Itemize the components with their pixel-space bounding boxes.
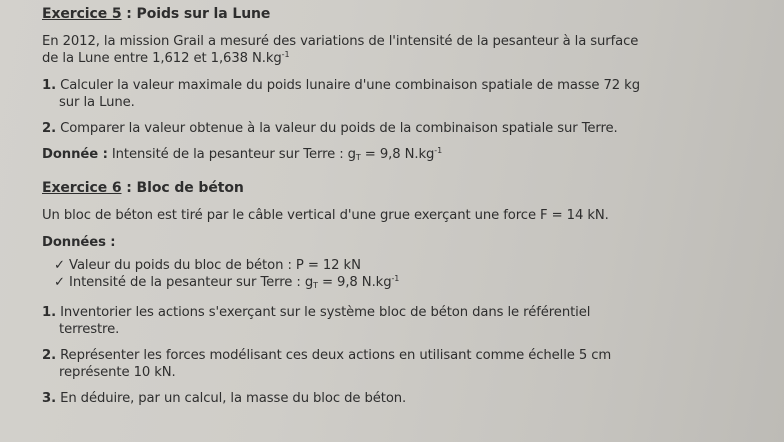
exercise-5-question-2-line bbox=[42, 120, 754, 137]
donnee-label: Donnée : bbox=[42, 147, 108, 162]
exercise-6-data-list bbox=[42, 257, 754, 294]
exercise-5-title bbox=[42, 6, 754, 23]
donnee-value: = 9,8 N.kg bbox=[360, 147, 435, 162]
exercise-5-question-1 bbox=[42, 77, 754, 111]
exercise-6-question-1-line-1 bbox=[42, 304, 754, 321]
exercise-5-question-1-line-1 bbox=[42, 77, 754, 94]
exercise-6-question-2-line-1 bbox=[42, 347, 754, 364]
exercise-5-intro-line-2 bbox=[42, 50, 754, 67]
data-item-subscript: T bbox=[313, 281, 318, 290]
donnee-subscript: T bbox=[355, 153, 361, 162]
exercise-6-question-1-line-2: terrestre. bbox=[59, 322, 120, 337]
exercise-6-question-1 bbox=[42, 304, 754, 338]
question-number: 1. bbox=[42, 78, 56, 93]
unit-exponent: -1 bbox=[434, 146, 443, 155]
question-number: 1. bbox=[42, 305, 56, 320]
question-text: En déduire, par un calcul, la masse du bloc de béton. bbox=[56, 391, 407, 406]
exercise-5-question-1-line-2: sur la Lune. bbox=[59, 95, 135, 110]
question-number: 2. bbox=[42, 121, 56, 136]
question-text: Inventorier les actions s'exerçant sur le système bloc de béton dans le référentiel bbox=[56, 305, 591, 320]
exercise-5-label: Exercice 5 bbox=[42, 6, 122, 22]
data-item-value: = 9,8 N.kg bbox=[317, 275, 392, 290]
exercise-6-question-2-line-2: représente 10 kN. bbox=[59, 365, 176, 380]
exercise-6-question-2 bbox=[42, 347, 754, 381]
data-item-text: ✓ Intensité de la pesanteur sur Terre : g bbox=[54, 275, 314, 290]
exercise-5-question-2 bbox=[42, 120, 754, 137]
data-item-pesanteur bbox=[42, 274, 754, 294]
exercise-6-question-3 bbox=[42, 390, 754, 407]
exercise-6-donnees-label: Données : bbox=[42, 235, 116, 250]
question-text: Calculer la valeur maximale du poids lunaire d'une combinaison spatiale de masse 72 kg bbox=[56, 78, 640, 93]
unit-exponent: -1 bbox=[281, 50, 290, 59]
exercise-5-donnee bbox=[42, 146, 754, 166]
question-number: 3. bbox=[42, 391, 56, 406]
exercise-5-intro-line-1: En 2012, la mission Grail a mesuré des variations de l'intensité de la pesanteur à la surface bbox=[42, 34, 639, 49]
exercise-6-title-rest: : Bloc de béton bbox=[121, 180, 244, 196]
donnee-text: Intensité de la pesanteur sur Terre : g bbox=[107, 147, 356, 162]
data-item-poids: ✓ Valeur du poids du bloc de béton : P = 12 kN bbox=[54, 258, 361, 273]
unit-exponent: -1 bbox=[391, 274, 400, 283]
exercise-6-label: Exercice 6 bbox=[42, 180, 122, 196]
question-text: Représenter les forces modélisant ces deux actions en utilisant comme échelle 5 cm bbox=[56, 348, 612, 363]
exercise-6-intro: Un bloc de béton est tiré par le câble vertical d'une grue exerçant une force F = 14 kN. bbox=[42, 208, 609, 223]
exercise-5-title-rest: : Poids sur la Lune bbox=[121, 6, 271, 22]
exercise-6-question-3-line bbox=[42, 390, 754, 407]
exercise-5-intro-text: de la Lune entre 1,612 et 1,638 N.kg bbox=[42, 51, 282, 66]
question-text: Comparer la valeur obtenue à la valeur du poids de la combinaison spatiale sur Terre. bbox=[56, 121, 618, 136]
exercise-6-title bbox=[42, 180, 754, 197]
exercise-5-intro bbox=[42, 33, 754, 67]
question-number: 2. bbox=[42, 348, 56, 363]
